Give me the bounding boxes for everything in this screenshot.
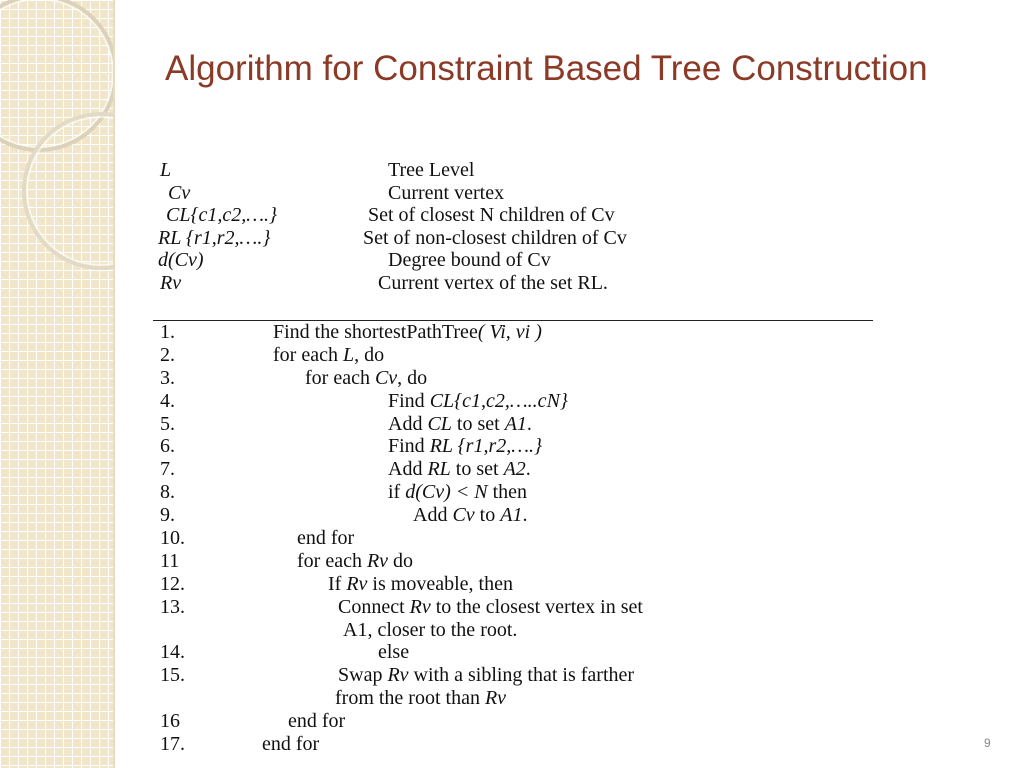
- algorithm-step: [160, 344, 880, 367]
- definition-row: [158, 182, 878, 205]
- step-text: [328, 573, 513, 596]
- step-text-part: .: [522, 504, 528, 527]
- algorithm-step: [160, 573, 880, 596]
- math-symbol: Rv: [409, 595, 431, 618]
- slide-title: Algorithm for Constraint Based Tree Construction: [165, 49, 928, 88]
- step-text: [378, 641, 409, 664]
- algorithm-step: [160, 504, 880, 527]
- algorithm-step: [160, 596, 880, 619]
- step-number: 11: [160, 549, 180, 572]
- definition-description: Current vertex of the set RL.: [378, 271, 608, 294]
- step-text: [338, 664, 634, 687]
- definition-symbol: Rv: [160, 271, 182, 294]
- algorithm-step: [160, 367, 880, 390]
- step-text: [388, 390, 568, 413]
- step-number: 1.: [160, 321, 175, 343]
- step-number: 17.: [160, 733, 185, 756]
- math-symbol: CL{c1,c2,…..cN}: [429, 389, 568, 412]
- definition-symbol: CL{c1,c2,….}: [166, 204, 277, 227]
- step-text-part: Add: [388, 412, 428, 435]
- step-text-part: for each: [305, 366, 375, 389]
- definition-symbol: Cv: [168, 181, 191, 204]
- algorithm-step: [160, 390, 880, 413]
- math-symbol: RL: [427, 458, 451, 481]
- step-text-part: Connect: [338, 595, 410, 618]
- step-text-part: do: [388, 549, 414, 572]
- step-text-part: for each: [273, 343, 343, 366]
- definition-row: [158, 159, 878, 182]
- step-text-part: Find the shortestPathTree: [273, 321, 478, 343]
- step-text: [388, 481, 527, 504]
- step-text-part: to: [474, 504, 501, 527]
- step-text-part: , do: [397, 366, 428, 389]
- step-text: [338, 596, 643, 619]
- step-text-part: .: [526, 412, 532, 435]
- step-text-part: else: [378, 641, 410, 664]
- definition-symbol: d(Cv): [158, 249, 204, 272]
- step-text-part: to set: [451, 412, 505, 435]
- step-number: 10.: [160, 527, 185, 550]
- step-number: 9.: [160, 504, 175, 527]
- step-text: [273, 321, 542, 344]
- definition-symbol: RL {r1,r2,….}: [158, 226, 271, 249]
- decorative-grid-strip: [0, 0, 113, 768]
- definition-description: Tree Level: [388, 159, 475, 181]
- step-text: [388, 413, 532, 436]
- definition-description: Set of closest N children of Cv: [368, 204, 615, 227]
- step-text: [297, 527, 354, 550]
- definition-row: [158, 249, 878, 272]
- step-text: [388, 435, 542, 458]
- step-number: 14.: [160, 641, 185, 664]
- step-text: [262, 733, 319, 756]
- algorithm-step: [160, 710, 880, 733]
- definitions-table: [158, 159, 878, 295]
- step-text: [297, 550, 413, 573]
- step-number: 2.: [160, 343, 175, 366]
- algorithm-step: [160, 641, 880, 664]
- step-text-part: Find: [388, 389, 430, 412]
- step-text: [273, 344, 384, 367]
- definition-row: [158, 227, 878, 250]
- math-symbol: A1: [500, 504, 523, 527]
- step-number: 4.: [160, 389, 175, 412]
- step-number: 12.: [160, 572, 185, 595]
- math-symbol: CL: [427, 412, 452, 435]
- step-text-part: for each: [297, 549, 367, 572]
- math-symbol: Rv: [366, 549, 389, 572]
- algorithm-listing: [160, 321, 880, 756]
- math-symbol: Rv: [484, 687, 507, 710]
- step-text-part: then: [487, 481, 528, 504]
- math-symbol: A2: [503, 458, 526, 481]
- step-text: [305, 367, 427, 390]
- step-text: [413, 504, 527, 527]
- math-symbol: Rv: [346, 572, 368, 595]
- sidebar-divider: [113, 0, 115, 768]
- math-symbol: ( Vi, vi ): [477, 321, 542, 343]
- step-text-part: end for: [288, 710, 346, 733]
- step-text-part: to set: [450, 458, 504, 481]
- step-number: 6.: [160, 435, 175, 458]
- algorithm-step: [160, 687, 880, 710]
- algorithm-step: [160, 664, 880, 687]
- math-symbol: L: [342, 343, 355, 366]
- step-text-part: with a sibling that is farther: [408, 664, 635, 687]
- step-text-part: Add: [413, 504, 453, 527]
- step-text-part: .: [525, 458, 531, 481]
- algorithm-step: [160, 481, 880, 504]
- step-number: 15.: [160, 664, 185, 687]
- step-text-part: end for: [262, 733, 320, 756]
- algorithm-step: [160, 619, 880, 642]
- step-number: 8.: [160, 481, 175, 504]
- definition-description: Set of non-closest children of Cv: [363, 226, 627, 249]
- step-text-part: Swap: [338, 664, 388, 687]
- step-text-part: end for: [297, 527, 355, 550]
- step-text-part: Find: [388, 435, 430, 458]
- algorithm-step: [160, 321, 880, 344]
- algorithm-step: [160, 413, 880, 436]
- math-symbol: Cv: [452, 504, 475, 527]
- step-text-part: If: [328, 572, 347, 595]
- step-text-part: if: [388, 481, 406, 504]
- math-symbol: RL {r1,r2,….}: [429, 435, 543, 458]
- step-text-part: Add: [388, 458, 428, 481]
- definition-description: Current vertex: [388, 181, 505, 204]
- definition-row: [158, 272, 878, 295]
- step-text: [335, 687, 506, 710]
- math-symbol: Rv: [387, 664, 409, 687]
- step-text: [343, 619, 517, 642]
- page-number: 9: [984, 736, 991, 750]
- step-number: 5.: [160, 412, 175, 435]
- math-symbol: d(Cv) < N: [405, 481, 488, 504]
- definition-symbol: L: [160, 159, 172, 181]
- algorithm-step: [160, 435, 880, 458]
- step-text-part: A1, closer to the root.: [343, 618, 518, 641]
- step-text-part: to the closest vertex in set: [430, 595, 643, 618]
- step-number: 3.: [160, 366, 175, 389]
- step-text-part: is moveable, then: [367, 572, 513, 595]
- algorithm-step: [160, 550, 880, 573]
- algorithm-step: [160, 458, 880, 481]
- math-symbol: A1: [504, 412, 527, 435]
- definition-row: [158, 204, 878, 227]
- step-text: [288, 710, 345, 733]
- step-number: 13.: [160, 595, 185, 618]
- definition-description: Degree bound of Cv: [388, 249, 551, 272]
- math-symbol: Cv: [374, 366, 398, 389]
- step-text: [388, 458, 531, 481]
- step-text-part: from the root than: [335, 687, 485, 710]
- algorithm-step: [160, 527, 880, 550]
- step-number: 7.: [160, 458, 175, 481]
- algorithm-step: [160, 733, 880, 756]
- step-text-part: , do: [354, 343, 385, 366]
- step-number: 16: [160, 710, 180, 733]
